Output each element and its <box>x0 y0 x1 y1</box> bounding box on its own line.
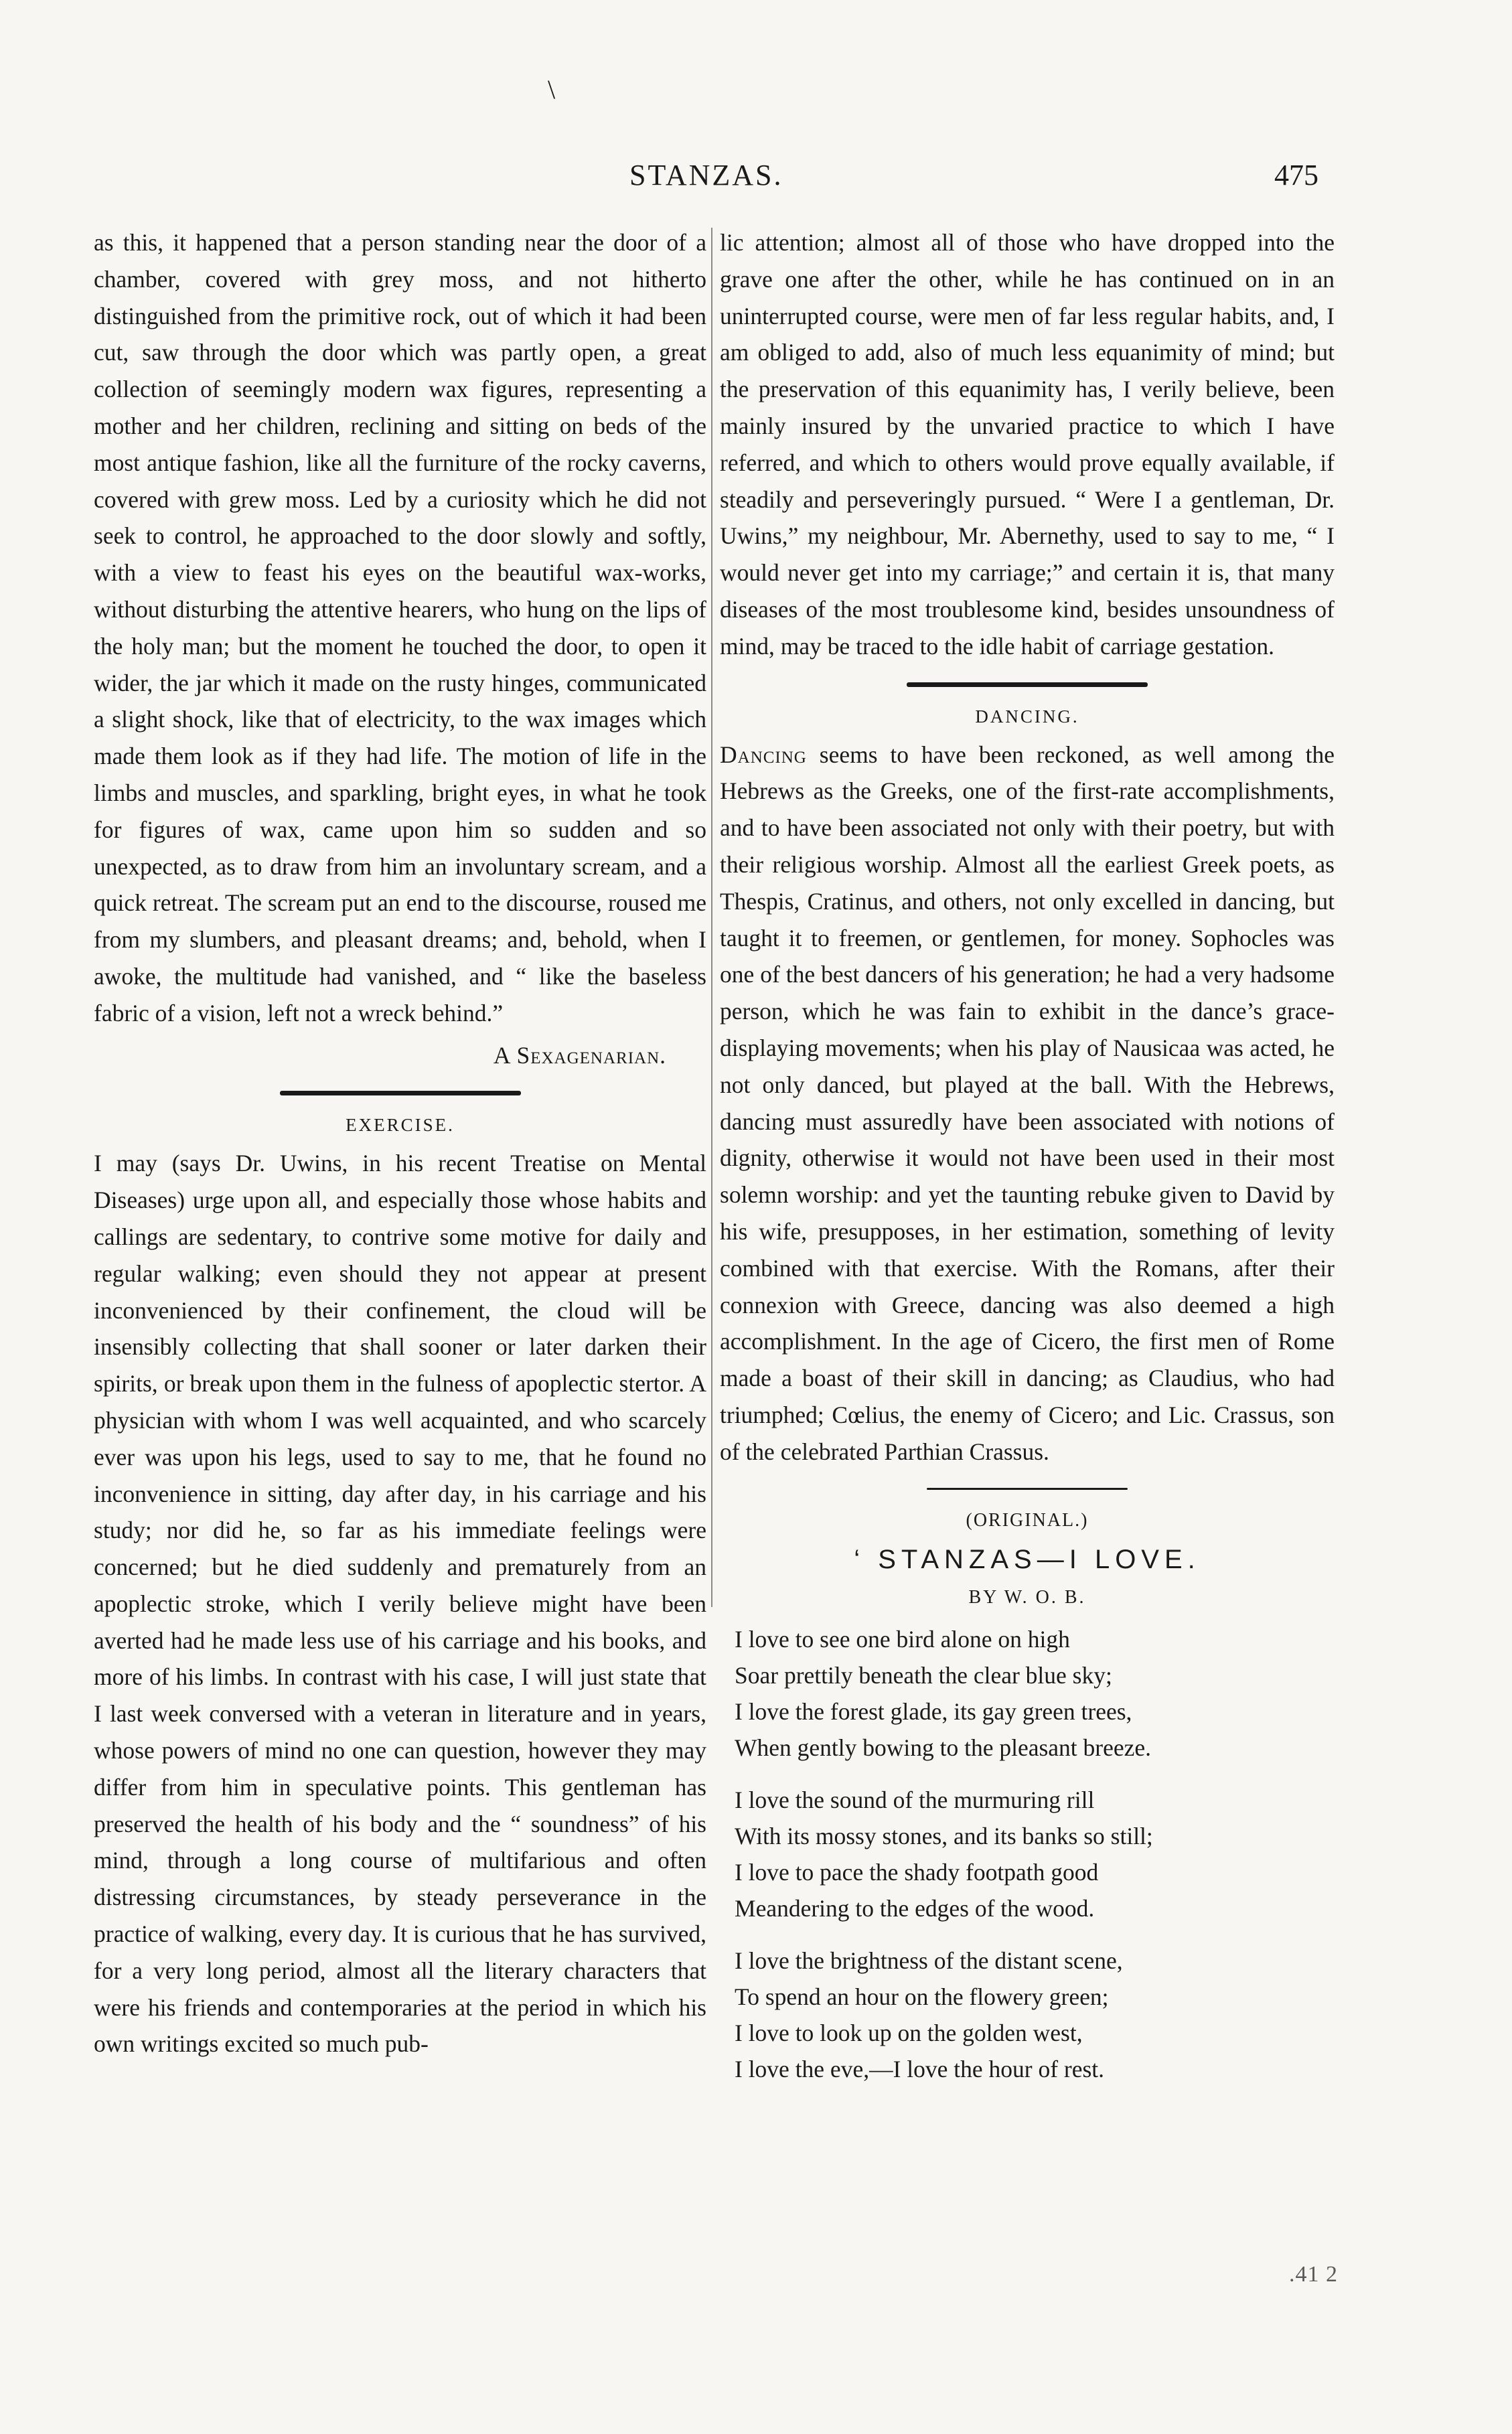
poem-stanza <box>735 1943 1335 2087</box>
running-header <box>0 158 1512 198</box>
exercise-paragraph: I may (says Dr. Uwins, in his recent Treatise on Mental Diseases) urge upon all, and especially those whose habits and callings are sedentary, to contrive some motive for daily and regular walking; even should they not appear at present inconvenienced by their confinement, the cloud will be insensibly collecting that shall sooner or later darken their spirits, or break upon them in the fulness of apoplectic stertor. A physician with whom I was well acquainted, and who scarcely ever was upon his legs, used to say to me, that he found no inconvenience in sitting, day after day, in his carriage and his study; nor did he, so far as his immediate feelings were concerned; but he died suddenly and prematurely from an apoplectic stroke, which I verily believe might have been averted had he made less use of his carriage and his books, and more of his limbs. In contrast with his case, I will just state that I last week conversed with a veteran in literature and in years, whose powers of mind no one can question, however they may differ from him in speculative points. This gentleman has preserved the health of his body and the “ soundness” of his mind, through a long course of multifarious and often distressing circumstances, by steady perseverance in the practice of walking, every day. It is curious that he has survived, for a very long period, almost all the literary characters that were his friends and contemporaries at the period in which his own writings excited so much pub- <box>94 1150 706 2058</box>
dancing-text: seems to have been reckoned, as well among the Hebrews as the Greeks, one of the first-rate accomplishments, and to have been associated not only with their poetry, but with their religious worship. Almost all the earliest Greek poets, as Thespis, Cratinus, and others, not only excelled in dancing, but taught it to freemen, or gentlemen, for money. Sophocles was one of the best dancers of his generation; he had a very hadsome person, which he was fain to exhibit in the dance’s grace-displaying movements; when his play of Nausicaa was acted, he not only danced, but played at the ball. With the Hebrews, dancing must assuredly have been associated with notions of dignity, otherwise it would not have been used in their most solemn worship: and yet the taunting rebuke given to David by his wife, presupposes, in her estimation, something of levity combined with that exercise. With the Romans, after their connexion with Greece, dancing was also deemed a high accomplishment. In the age of Cicero, the first men of Rome made a boast of their skill in dancing; as Claudius, who had triumphed; Cœlius, the enemy of Cicero; and Lic. Crassus, son of the celebrated Parthian Crassus. <box>720 741 1335 1465</box>
dancing-paragraph <box>720 737 1335 1470</box>
top-mark: \ <box>548 74 556 104</box>
dancing-first-word: Dancing <box>720 741 807 768</box>
section-divider <box>907 682 1148 687</box>
dancing-heading: DANCING. <box>975 706 1079 727</box>
exercise-continuation: lic attention; almost all of those who have dropped into the grave one after the other, while he has continued on in an uninterrupted course, were men of far less regular habits, and, I am obliged to add, also of much less equanimity of mind; but the preservation of this equanimity has, I verily believe, been mainly insured by the unvaried practice to which I have referred, and which to others would prove equally available, if steadily and perseveringly pursued. “ Were I a gentleman, Dr. Uwins,” my neighbour, Mr. Abernethy, used to say to me, “ I would never get into my carriage;” and certain it is, that many diseases of the most troublesome kind, besides unsoundness of mind, may be traced to the idle habit of carriage gestation. <box>720 229 1335 660</box>
poem-note: (ORIGINAL.) <box>966 1509 1089 1531</box>
poem-line: Soar prettily beneath the clear blue sky; <box>735 1661 1112 1689</box>
running-title: STANZAS. <box>629 159 783 192</box>
poem-line: I love to see one bird alone on high <box>735 1625 1070 1653</box>
exercise-heading: EXERCISE. <box>346 1115 455 1136</box>
poem-line: I love the sound of the murmuring rill <box>735 1786 1095 1813</box>
poem-line: I love the brightness of the distant scene, <box>735 1947 1123 1974</box>
right-column <box>720 224 1335 2103</box>
poem-stanza <box>735 1621 1335 1766</box>
library-stamp: .41 2 <box>1289 2262 1338 2287</box>
poem-line: Meandering to the edges of the wood. <box>735 1894 1095 1922</box>
section-divider <box>280 1091 521 1095</box>
poem-line: When gently bowing to the pleasant breeze. <box>735 1734 1152 1761</box>
left-column <box>94 224 706 2062</box>
poem-line: I love to pace the shady footpath good <box>735 1858 1099 1886</box>
poem-line: I love the forest glade, its gay green trees, <box>735 1697 1132 1725</box>
poem-line: To spend an hour on the flowery green; <box>735 1983 1109 2010</box>
poem-line: With its mossy stones, and its banks so still; <box>735 1822 1153 1849</box>
poem-byline: BY W. O. B. <box>968 1586 1086 1608</box>
story-paragraph: as this, it happened that a person standing near the door of a chamber, covered with grey moss, and not hitherto distinguished from the primitive rock, out of which it had been cut, saw through the door which was partly open, a great collection of seemingly modern wax figures, representing a mother and her children, reclining and sitting on beds of the most antique fashion, like all the furniture of the rocky caverns, covered with grew moss. Led by a curiosity which he did not seek to control, he approached to the door slowly and softly, with a view to feast his eyes on the beautiful wax-works, without disturbing the attentive hearers, who hung on the lips of the holy man; but the moment he touched the door, to open it wider, the jar which it made on the rusty hinges, communicated a slight shock, like that of electricity, to the wax images which made them look as if they had life. The motion of life in the limbs and muscles, and sparkling, bright eyes, in what he took for figures of wax, came upon him so sudden and so unexpected, as to draw from him an involuntary scream, and a quick retreat. The scream put an end to the discourse, roused me from my slumbers, and pleasant dreams; and, behold, when I awoke, the multitude had vanished, and “ like the baseless fabric of a vision, left not a wreck behind.” <box>94 229 706 1026</box>
signature: A Sexagenarian. <box>493 1041 666 1069</box>
poem-title: ‘ STANZAS—I LOVE. <box>854 1544 1201 1574</box>
page-number: 475 <box>1274 159 1318 192</box>
column-rule <box>711 228 712 1607</box>
section-divider <box>927 1488 1128 1490</box>
poem-line: I love the eve,—I love the hour of rest. <box>735 2055 1105 2082</box>
poem-stanza <box>735 1782 1335 1926</box>
poem-line: I love to look up on the golden west, <box>735 2019 1083 2046</box>
